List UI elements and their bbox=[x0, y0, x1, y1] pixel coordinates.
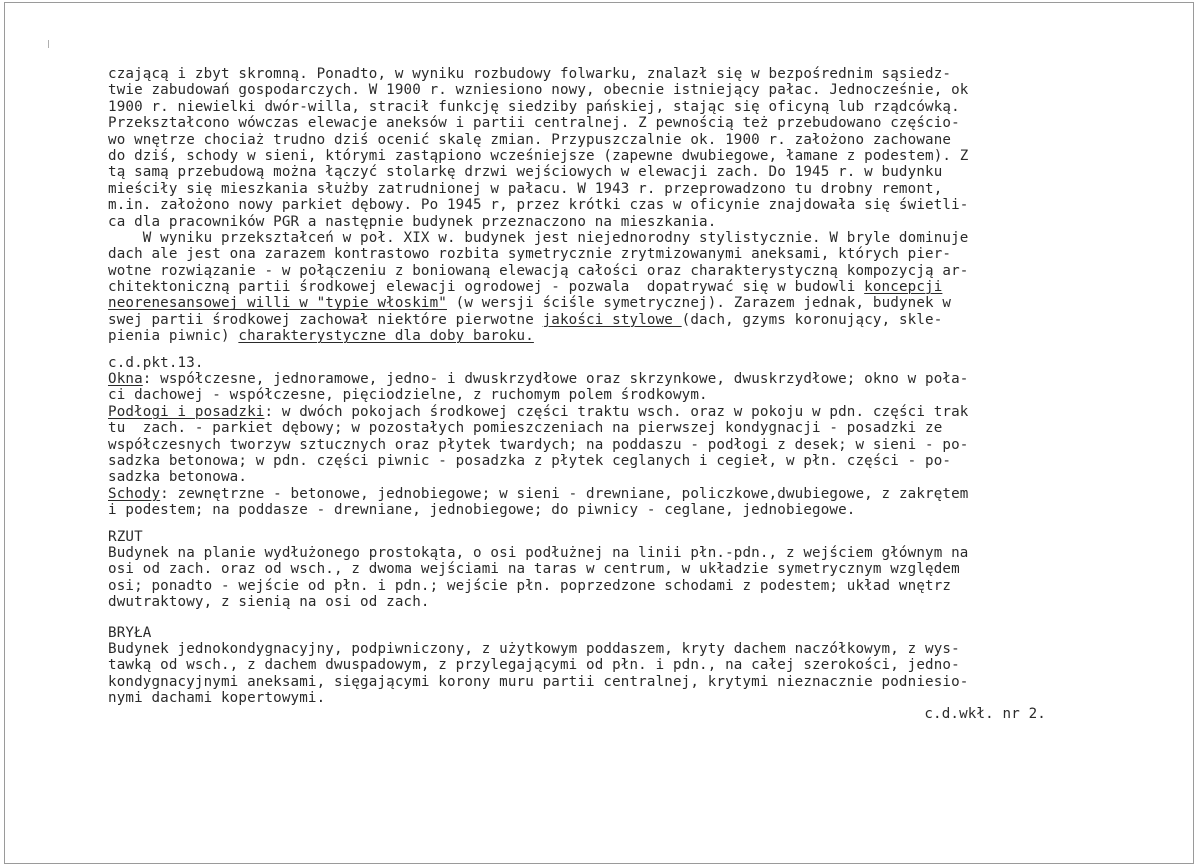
text-line: dwutraktowy, z sienią na osi od zach. bbox=[108, 594, 430, 611]
text-line: kondygnacyjnymi aneksami, sięgającymi korony muru partii centralnej, krytymi nieznacznie podniesio- bbox=[108, 673, 969, 690]
intro-paragraph bbox=[108, 66, 1128, 230]
text-line: Budynek jednokondygnacyjny, podpiwniczony, z użytkowym poddaszem, kryty dachem naczółkowym, z wys- bbox=[108, 640, 960, 657]
text-run: chitektoniczną partii środkowej elewacji ogrodowej - pozwala dopatrywać się w budowli bbox=[108, 279, 865, 296]
text-line: tą samą przebudową można łączyć stolarkę drzwi wejściowych w elewacji zach. Do 1945 r. w budynku bbox=[108, 164, 943, 181]
text-line bbox=[108, 279, 1128, 295]
spacer bbox=[108, 611, 1128, 625]
text-line bbox=[108, 486, 1128, 502]
text-run: : w dwóch pokojach środkowej części traktu wsch. oraz w pokoju w pdn. części trak bbox=[264, 403, 969, 420]
rzut-section bbox=[108, 529, 1128, 611]
text-line: nymi dachami kopertowymi. bbox=[108, 690, 326, 707]
text-run: swej partii środkowej zachował niektóre pierwotne bbox=[108, 311, 543, 328]
style-paragraph bbox=[108, 230, 1128, 345]
text-run: : zewnętrzne - betonowe, jednobiegowe; w sieni - drewniane, policzkowe,dwubiegowe, z zakrętem bbox=[160, 485, 969, 502]
text-line: mieściły się mieszkania służby zatrudnionej w pałacu. W 1943 r. przeprowadzono tu drobny remont, bbox=[108, 180, 943, 197]
text-line: czającą i zbyt skromną. Ponadto, w wyniku rozbudowy folwarku, znalazł się w bezpośrednim sąsiedz- bbox=[108, 66, 952, 82]
text-line: wotne rozwiązanie - w połączeniu z boniowaną elewacją całości oraz charakterystyczną kompozycją ar- bbox=[108, 262, 969, 279]
text-line: Budynek na planie wydłużonego prostokąta, o osi podłużnej na linii płn.-pdn., z wejściem głównym na bbox=[108, 544, 969, 561]
text-line: twie zabudowań gospodarczych. W 1900 r. wzniesiono nowy, obecnie istniejący pałac. Jednocześnie, ok bbox=[108, 82, 969, 99]
text-line: do dziś, schody w sieni, którymi zastąpiono wcześniejsze (zapewne dwubiegowe, łamane z podestem). Z bbox=[108, 147, 969, 164]
text-line: 1900 r. niewielki dwór-willa, stracił funkcję siedziby pańskiej, stając się oficyną lub rządcówką. bbox=[108, 98, 960, 115]
corner-mark bbox=[48, 40, 49, 48]
text-line: osi od zach. oraz od wsch., z dwoma wejściami na taras w centrum, w układzie symetrycznym względem bbox=[108, 561, 960, 578]
text-line: dach ale jest ona zarazem kontrastowo rozbita symetrycznie zrytmizowanymi aneksami, których pier- bbox=[108, 246, 952, 263]
text-line: sadzka betonowa; w pdn. części piwnic - posadzka z płytek ceglanych i cegieł, w płn. części - po- bbox=[108, 452, 952, 469]
spacer bbox=[108, 519, 1128, 529]
underlined-phrase: charakterystyczne dla doby baroku. bbox=[238, 328, 534, 345]
bryla-section bbox=[108, 625, 1128, 707]
section-label-okna: Okna bbox=[108, 371, 143, 388]
podlogi-section bbox=[108, 404, 1128, 486]
text-line bbox=[108, 312, 1128, 328]
spacer bbox=[108, 345, 1128, 355]
text-line: tawką od wsch., z dachem dwuspadowym, z przylegającymi od płn. i pdn., na całej szerokości, jedno- bbox=[108, 657, 960, 674]
text-line: Przekształcono wówczas elewacje aneksów i partii centralnej. Z pewnością też przebudowano częścio- bbox=[108, 115, 960, 132]
underlined-phrase: neorenesansowej willi w "typie włoskim" bbox=[108, 295, 447, 312]
text-line: sadzka betonowa. bbox=[108, 469, 248, 486]
text-run: (dach, gzyms koronujący, sklе- bbox=[681, 311, 943, 328]
underlined-phrase: koncepcji bbox=[864, 279, 943, 296]
text-line bbox=[108, 328, 1128, 344]
continuation-label: c.d.pkt.13. bbox=[108, 354, 204, 371]
section-label-schody: Schody bbox=[108, 485, 161, 502]
schody-section bbox=[108, 486, 1128, 519]
okna-section bbox=[108, 371, 1128, 404]
text-line: wo wnętrze chociaż trudno dziś ocenić skalę zmian. Przypuszczalnie ok. 1900 r. założono zachowane bbox=[108, 131, 952, 148]
continuation-reference: c.d.wkł. nr 2. bbox=[924, 706, 1046, 723]
text-line: tu zach. - parkiet dębowy; w pozostałych pomieszczeniach na pierwszej kondygnacji - posadzki ze bbox=[108, 420, 943, 437]
section-label-podlogi: Podłogi i posadzki bbox=[108, 403, 265, 420]
underlined-phrase: jakości stylowe bbox=[542, 311, 682, 328]
text-line bbox=[108, 371, 1128, 387]
document-page bbox=[108, 66, 1128, 723]
text-run: (w wersji ściśle symetrycznej). Zarazem jednak, budynek w bbox=[446, 295, 952, 312]
section-heading-bryla: BRYŁA bbox=[108, 624, 152, 641]
text-run: : współczesne, jednoramowe, jedno- i dwuskrzydłowe oraz skrzynkowe, dwuskrzydłowe; okno w poła- bbox=[142, 371, 969, 388]
text-line: m.in. założono nowy parkiet dębowy. Po 1945 r, przez krótki czas w oficynie znajdowała się świetli- bbox=[108, 197, 969, 214]
text-line: W wyniku przekształceń w poł. XIX w. budynek jest niejednorodny stylistycznie. W bryle dominuje bbox=[108, 229, 969, 246]
text-run: pienia piwnic) bbox=[108, 328, 239, 345]
text-line bbox=[108, 295, 1128, 311]
section-heading-rzut: RZUT bbox=[108, 528, 143, 545]
text-line: współczesnych tworzyw sztucznych oraz płytek twardych; na poddaszu - podłogi z desek; w sieni - po- bbox=[108, 436, 969, 453]
text-line: ci dachowej - współczesne, pięciodzielne, z ruchomym polem środkowym. bbox=[108, 387, 708, 404]
text-line: ca dla pracowników PGR a następnie budynek przeznaczono na mieszkania. bbox=[108, 213, 717, 230]
text-line: osi; ponadto - wejście od płn. i pdn.; wejście płn. poprzedzone schodami z podestem; układ wnętrz bbox=[108, 577, 952, 594]
text-line: i podestem; na poddasze - drewniane, jednobiegowe; do piwnicy - ceglane, jednobiegowe. bbox=[108, 502, 856, 519]
text-line bbox=[108, 404, 1128, 420]
